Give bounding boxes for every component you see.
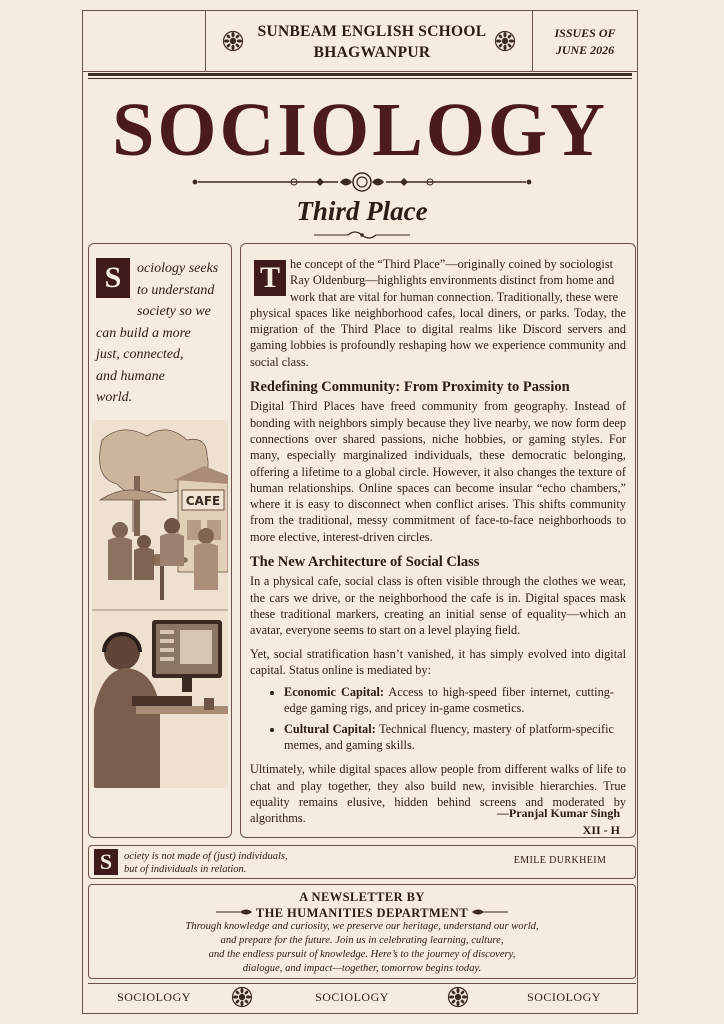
rosette-icon (231, 986, 253, 1008)
author-class: XII - H (582, 823, 620, 837)
intro-line: he concept of the “Third Place”—originally coined by sociologist (290, 257, 614, 271)
section1-heading: Redefining Community: From Proximity to Passion (250, 379, 570, 396)
school-name (250, 21, 494, 63)
list-item-label: Cultural Capital: (284, 721, 376, 736)
quote-dropcap: S (94, 849, 118, 875)
footer-label: SOCIOLOGY (527, 990, 601, 1004)
section2-paragraph: In a physical cafe, social class is often visible through the clothes we wear, the cars we drive, or the neighborhood the cafe is in. Digital spaces mask these traditional markers, creating an initial sense of equality—which an avatar, everyone seems to start on a level playing field. (250, 574, 626, 638)
rosette-icon (222, 30, 244, 52)
intro-line: work that are vital for human connection. Traditionally, these were (290, 289, 619, 304)
sidebar-line: society so we (137, 304, 211, 319)
school-line-1: SUNBEAM ENGLISH SCHOOL (257, 23, 487, 40)
quote-line: but of individuals in relation. (124, 864, 247, 875)
school-line-2: BHAGWANPUR (313, 44, 431, 61)
issue-date (532, 25, 638, 59)
page-subtitle: Third Place (296, 196, 428, 226)
masthead-left-box (82, 10, 206, 72)
quote-text (124, 850, 384, 876)
newsletter-heading-2: THE HUMANITIES DEPARTMENT (255, 906, 469, 920)
quote-author: EMILE DURKHEIM (513, 855, 607, 866)
sidebar-line: can build a more (96, 325, 191, 341)
cafe-sign: CAFE (185, 494, 221, 508)
masthead-double-rule (88, 73, 632, 79)
page-title: SOCIOLOGY (112, 88, 608, 172)
newsletter-line: dialogue, and impact—together, tomorrow begins today. (242, 963, 482, 974)
article-body (250, 256, 626, 827)
newsletter-heading (88, 889, 636, 921)
sidebar-line: just, connected, (96, 347, 184, 362)
rosette-icon (494, 30, 516, 52)
article-dropcap: T (254, 260, 286, 296)
article-author (430, 805, 620, 839)
newsletter-text (94, 920, 630, 976)
capital-list (250, 684, 614, 753)
conclusion-paragraph: Ultimately, while digital spaces allow people from different walks of life to chat and play together, they also build new, invisible hierarchies. True equality remains elusive, hidden behind screens and moderated by algorithms. (250, 762, 626, 826)
author-name: —Pranjal Kumar Singh (496, 806, 620, 820)
sidebar-line: and humane (96, 368, 165, 384)
list-item-text: Access to high-speed fiber internet, cutting-edge gaming rigs, and pricey in-game cosmetics. (284, 685, 614, 716)
list-item (284, 684, 614, 717)
footer-label: SOCIOLOGY (315, 990, 389, 1004)
issue-line-1: ISSUES OF (554, 26, 616, 40)
sidebar-dropcap: S (96, 258, 130, 298)
footer-rule (88, 983, 636, 984)
quote-line: ociety is not made of (just) individuals, (124, 851, 288, 862)
list-item-text: Technical fluency, mastery of platform-specific memes, and gaming skills. (284, 721, 614, 753)
intro-paragraph: physical spaces like neighborhood cafes, local diners, or parks. Today, the migration of the Third Place to digital realms like Discord servers and gaming lobbies is profoundly reshaping how we experience community and social class. (250, 305, 626, 369)
cafe-illustration (92, 420, 228, 788)
section2-heading: The New Architecture of Social Class (250, 554, 480, 571)
flourish-ornament-icon (470, 907, 510, 917)
issue-date-line: JUNE 2026 (555, 43, 615, 57)
newsletter-heading-1: A NEWSLETTER BY (299, 890, 425, 904)
rosette-icon (447, 986, 469, 1008)
newsletter-line: and the endless pursuit of knowledge. Here’s to the journey of discovery, (208, 949, 516, 960)
list-item (284, 721, 614, 754)
intro-line: Ray Oldenburg—highlights environments distinct from home and (290, 273, 615, 288)
newsletter-line: and prepare for the future. Join us in celebrating learning, culture, (220, 935, 504, 946)
flourish-ornament-icon (190, 170, 534, 194)
section1-paragraph: Digital Third Places have freed community from geography. Instead of bonding with neighbors simply because they live nearby, we now form deep connections over shared passions, niche hobbies, or gaming styles. For many, especially marginalized individuals, these democratic belonging, offering a lifetime to a global circle. However, it also changes the texture of human relationships. Online spaces can become insular “echo chambers,” where it is easy to disconnect when conflict arises. This shifts community from the traditional, messy commitment of face-to-face neighborhoods to more elective, interest-driven circles. (250, 399, 626, 544)
flourish-ornament-icon (312, 229, 412, 241)
section2-paragraph: Yet, social stratification hasn’t vanished, it has simply evolved into digital capital. Status online is mediated by: (250, 646, 626, 677)
footer-label: SOCIOLOGY (117, 990, 191, 1004)
sidebar-line: ociology seeks (137, 261, 219, 276)
list-item-label: Economic Capital: (284, 685, 384, 700)
flourish-ornament-icon (214, 907, 254, 917)
sidebar-line: world. (96, 390, 133, 405)
sidebar-line: to understand (137, 282, 215, 298)
newsletter-line: Through knowledge and curiosity, we preserve our heritage, understand our world, (185, 921, 539, 932)
sidebar-motto (96, 258, 226, 409)
